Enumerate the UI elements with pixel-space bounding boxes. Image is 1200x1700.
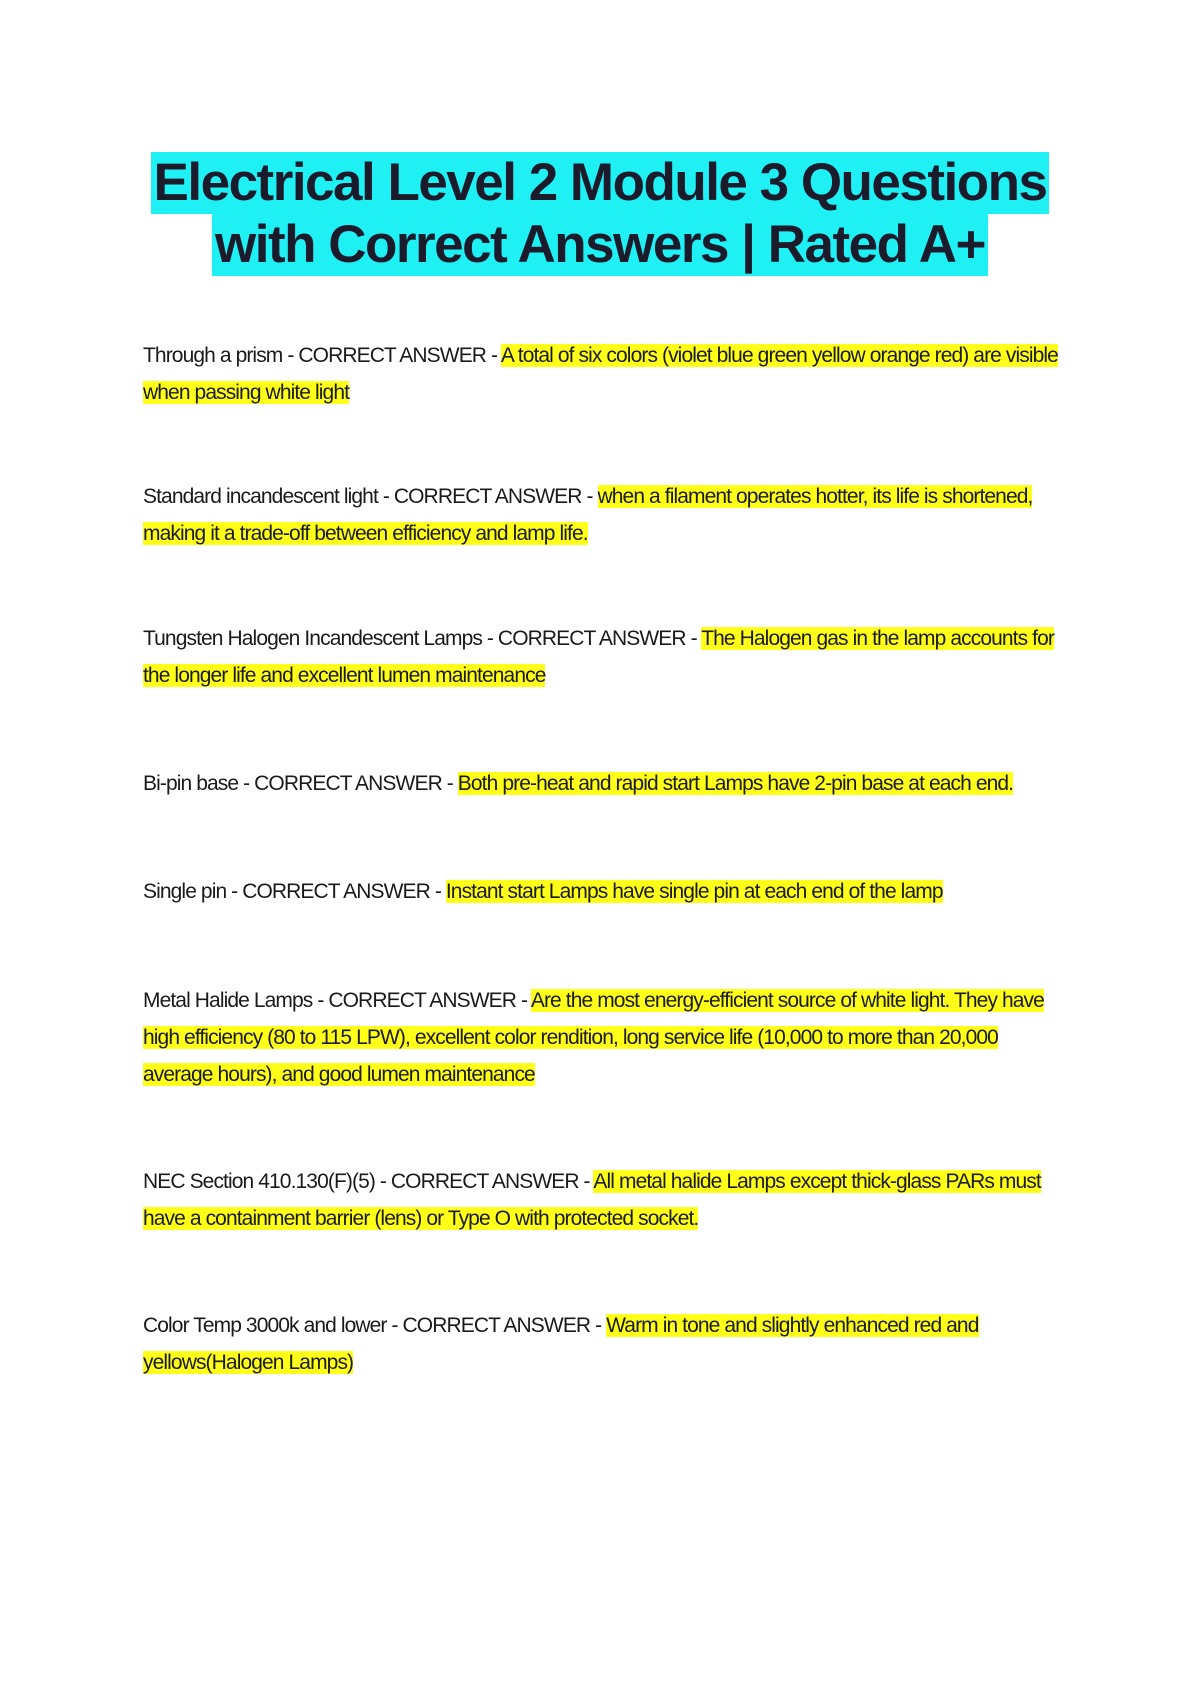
qa-answer: Are the most energy-efficient source of white light. They have high efficiency (80 to 115 LPW), excellent color rendition, long service life (10,000 to more than 20,000 average hours), and good lumen maintenance (143, 989, 1044, 1086)
qa-answer: Instant start Lamps have single pin at each end of the lamp (445, 880, 943, 903)
qa-answer: when a filament operates hotter, its life is shortened, making it a trade-off between efficiency and lamp life. (143, 485, 1033, 545)
qa-term: NEC Section 410.130(F)(5) (143, 1170, 375, 1193)
qa-answer: A total of six colors (violet blue green yellow orange red) are visible when passing white light (143, 344, 1058, 404)
qa-term: Bi-pin base (143, 772, 239, 795)
qa-term: Standard incandescent light (143, 485, 378, 508)
qa-term: Tungsten Halogen Incandescent Lamps (143, 627, 482, 650)
qa-answer: The Halogen gas in the lamp accounts for the longer life and excellent lumen maintenance (143, 627, 1054, 687)
qa-answer: All metal halide Lamps except thick-glass PARs must have a containment barrier (lens) or Type O with protected socket. (143, 1170, 1041, 1230)
qa-separator: - CORRECT ANSWER - (312, 989, 531, 1012)
qa-term: Single pin (143, 880, 227, 903)
qa-separator: - CORRECT ANSWER - (226, 880, 446, 903)
qa-separator: - CORRECT ANSWER - (238, 772, 458, 795)
qa-item (143, 1307, 1063, 1381)
qa-separator: - CORRECT ANSWER - (386, 1314, 607, 1337)
qa-separator: - CORRECT ANSWER - (377, 485, 598, 508)
document-title (140, 152, 1060, 276)
title-line-2: with Correct Answers | Rated A+ (212, 214, 988, 276)
qa-item (143, 982, 1063, 1093)
qa-answer: Both pre-heat and rapid start Lamps have 2-pin base at each end. (457, 772, 1014, 795)
qa-item (143, 478, 1063, 552)
qa-item (143, 620, 1063, 694)
qa-separator: - CORRECT ANSWER - (481, 627, 702, 650)
qa-term: Color Temp 3000k and lower (143, 1314, 387, 1337)
qa-item (143, 1163, 1063, 1237)
qa-separator: - CORRECT ANSWER - (374, 1170, 594, 1193)
qa-term: Through a prism (143, 344, 283, 367)
qa-item (143, 765, 1013, 802)
qa-term: Metal Halide Lamps (143, 989, 313, 1012)
qa-separator: - CORRECT ANSWER - (282, 344, 501, 367)
qa-answer: Warm in tone and slightly enhanced red and yellows(Halogen Lamps) (143, 1314, 979, 1374)
title-line-1: Electrical Level 2 Module 3 Questions (151, 152, 1050, 214)
qa-item (143, 873, 943, 910)
qa-item (143, 337, 1063, 411)
